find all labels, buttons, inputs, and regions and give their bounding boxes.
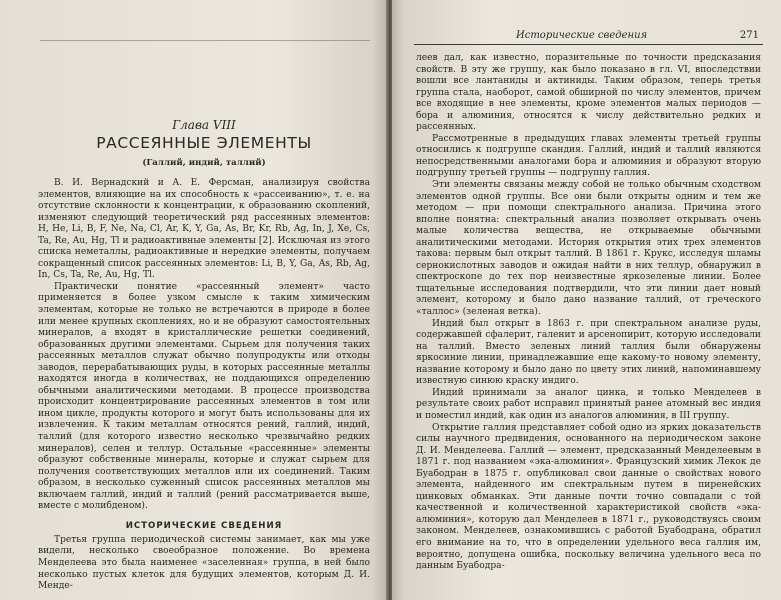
paragraph: Индий принимали за аналог цинка, и только Менделеев в результате своих работ исправил принятый ранее атомный вес индия и поместил индий, как один из аналогов алюминия, в III группу.: [416, 387, 761, 421]
chapter-subtitle: (Галлий, индий, таллий): [142, 158, 266, 168]
right-page-text-block: [416, 53, 761, 573]
paragraph: Эти элементы связаны между собой не только обычным сходством элементов одной группы. Все они были открыты одним и тем же методом — при помощи спектрального анализа. Причина этого вполне понятна: спектральный анализ позволяет открывать очень малые количества вещества, не открываемые обычными аналитическими методами. История открытия этих трех элементов такова: первым был открыт таллий. В 1861 г. Крукс, исследуя шламы сернокислотных заводов и ожидая найти в них теллур, обнаружил в спектроскопе до тех пор неизвестные яркозеленые линии. Более тщательные исследования подтвердили, что эти линии дает новый элемент, которому и было дано название таллий, от греческого «таллос» (зеленая ветка).: [416, 180, 761, 318]
left-page-text-block: [38, 118, 370, 593]
chapter-title: РАССЕЯННЫЕ ЭЛЕМЕНТЫ: [96, 134, 312, 152]
paragraph: Третья группа периодической системы занимает, как мы уже видели, несколько своеобразное положение. Во времена Менделеева это была наименее «заселенная» группа, в ней было несколько пустых клеток для будущих элементов, которым Д. И. Менде-: [38, 534, 370, 592]
paragraph: Открытие галлия представляет собой одно из ярких доказательств силы научного предвидения, основанного на периодическом законе Д. И. Менделеева. Галлий — элемент, предсказанный Менделеевым в 1871 г. под названием «эка-алюминия». Французский химик Лекок де Буабодран в 1875 г. опубликовал свои данные о свойствах нового элемента, найденного им спектральным путем в пиренейских цинковых обманках. Эти данные почти точно совпадали с той качественной и количественной характеристикой свойств «эка-алюминия», которую дал Менделеев в 1871 г., руководствуясь своим законом. Менделеев, ознакомившись с работой Буабодрана, обратил его внимание на то, что в определении удельного веса галлия им, вероятно, допущена ошибка, поскольку величина удельного веса по данным Буабодра-: [416, 422, 761, 572]
section-heading: ИСТОРИЧЕСКИЕ СВЕДЕНИЯ: [125, 520, 283, 531]
page-number: 271: [739, 30, 759, 41]
running-title: Исторические сведения: [516, 30, 648, 41]
left-page: [0, 0, 388, 600]
right-page: [392, 0, 781, 600]
paragraph: Индий был открыт в 1863 г. при спектральном анализе руды, содержавшей сфалерит, галенит и арсенопирит, которую исследовали на таллий. Вместо зеленых линий таллия были обнаружены яркосиние линии, принадлежавшие еще какому-то новому элементу, название которому и было дано по цвету этих линий, напоминавшему известную синюю краску индиго.: [416, 318, 761, 387]
chapter-label: Глава VIII: [172, 118, 236, 132]
paragraph: Рассмотренные в предыдущих главах элементы третьей группы относились к подгруппе скандия. Галлий, индий и таллий являются непосредственными аналогами бора и алюминия и образуют вторую подгруппу третьей группы — подгруппу галлия.: [416, 133, 761, 179]
running-head: [392, 30, 781, 44]
header-rule: [414, 44, 763, 45]
paragraph: леев дал, как известно, поразительные по точности предсказания свойств. В эту же группу, как было показано в гл. VI, впоследствии вошли все лантаниды и актиниды. Таким образом, теперь третья группа стала, наоборот, самой обширной по числу элементов, причем все входящие в нее элементы, кроме элементов малых периодов — бора и алюминия, относятся к числу действительно редких и рассеянных.: [416, 53, 761, 133]
page-edge-line: [40, 40, 370, 41]
paragraph: В. И. Вернадский и А. Е. Ферсман, анализируя свойства элементов, влияющие на их способность к «рассеиванию», т. е. на отсутствие склонности к концентрации, к образованию скоплений, изменяют следующий теоретический ряд рассеянных элементов: H, He, Li, B, F, Ne, Na, Cl, Ar, K, Y, Ga, As, Br, Kr, Rb, Ag, In, J, Xe, Cs, Ta, Re, Au, Hg, Tl и радиоактивные элементы [2]. Исключая из этого списка неметаллы, радиоактивные и нередкие элементы, получаем сокращенный список рассеянных элементов: Li, B, Y, Ga, As, Rb, Ag, In, Cs, Ta, Re, Au, Hg, Tl.: [38, 178, 370, 281]
paragraph: Практически понятие «рассеянный элемент» часто применяется в более узком смысле к таким химическим элементам, которые не только не встречаются в природе в более или менее крупных скоплениях, но и не образуют самостоятельных минералов, а входят в кристаллические решетки соединений, образованных другими элементами. Сырьем для получения таких рассеянных металлов служат обычно полупродукты или отходы заводов, перерабатывающих руды, в которых рассеянные металлы находятся иногда в количествах, не поддающихся определению обычными аналитическими методами. В процессе производства происходит концентрирование рассеянных элементов в том или ином цикле, продукты которого и могут быть использованы для их извлечения. К таким металлам относятся рений, галлий, индий, таллий (для которого известно несколько чрезвычайно редких минералов), селен и теллур. Остальные «рассеянные» элементы образуют собственные минералы, которые и служат сырьем для получения соответствующих металлов или их соединений. Таким образом, в несколько суженный список рассеянных металлов мы включаем галлий, индий и таллий (рений рассматривается выше, вместе с молибденом).: [38, 281, 370, 512]
